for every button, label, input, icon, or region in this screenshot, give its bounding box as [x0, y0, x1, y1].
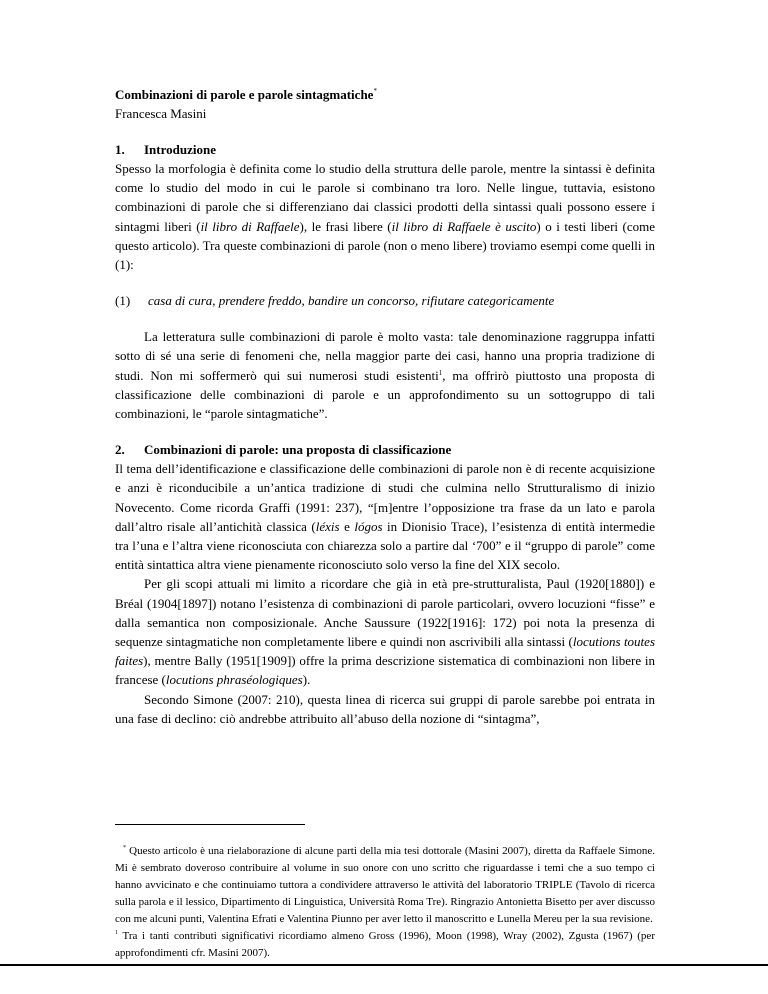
section-1-title: Introduzione	[144, 142, 216, 157]
italic-term: léxis	[315, 518, 340, 534]
footnote-1-marker: 1	[115, 930, 118, 936]
footnote-star-marker: *	[123, 845, 126, 851]
footnote-star	[115, 843, 655, 928]
text-run: Per gli scopi attuali mi limito a ricordare che già in età pre-strutturalista, Paul (1920[1880]) e Bréal (1904[1897]) notano l’esistenza di combinazioni di parole particolari, ovvero locuzioni “fisse” e dalla semantica non composizionale. Anche Saussure (1922[1916]: 172) poi nota la presenza di sequenze sintagmatiche non completamente libere e quindi non ascrivibili alla sintassi (	[115, 576, 655, 650]
text-run: ) o i testi liberi (come questo articolo). Tra queste combinazioni di parole (non o meno libere) troviamo esempi come quelli in (1):	[115, 218, 655, 273]
text-run: ).	[302, 672, 311, 688]
footnotes	[115, 843, 655, 962]
text-run: La letteratura sulle combinazioni di parole è molto vasta: tale denominazione raggruppa infatti sotto di sé una serie di fenomeni che, nella maggior parte dei casi, hanno una propria tradizione di studi. Non mi soffermerò qui sui numerosi studi esistenti	[115, 329, 655, 383]
text-run: ), le frasi libere (	[299, 218, 392, 234]
text-run: ), mentre Bally (1951[1909]) offre la prima descrizione sistematica di combinazioni non libere in francese (	[115, 653, 655, 688]
page-bottom-rule	[0, 964, 768, 966]
italic-term: lógos	[354, 518, 383, 534]
section-2-paragraph-3: Secondo Simone (2007: 210), questa linea di ricerca sui gruppi di parole sarebbe poi entrata in una fase di declino: ciò andrebbe attribuito all’abuso della nozione di “sintagma”,	[115, 691, 655, 726]
section-2-paragraph-1	[115, 459, 655, 574]
italic-example: il libro di Raffaele	[200, 218, 300, 234]
section-1-paragraph-2	[115, 327, 655, 423]
section-2-paragraph-2	[115, 574, 655, 689]
footnote-1	[115, 928, 655, 962]
italic-term: locutions toutes faites	[115, 634, 655, 669]
title-block	[115, 82, 655, 123]
text-run: in Dionisio Trace), l’esistenza di entità intermedie tra l’una e l’altra viene riconosciuta con chiarezza solo a partire dal ‘700” e il “gruppo di parole” come entità sintattica altra viene pienamente riconosciuto solo verso la fine del XIX secolo.	[115, 518, 655, 573]
section-2-heading	[115, 440, 655, 459]
example-1	[115, 291, 655, 310]
article-author: Francesca Masini	[115, 106, 207, 121]
page-body	[115, 82, 655, 728]
section-1-heading	[115, 140, 655, 159]
article-title	[115, 82, 655, 104]
text-run: e	[339, 518, 355, 534]
text-run: Il tema dell’identificazione e classificazione delle combinazioni di parole non è di recente acquisizione e anzi è riconducibile a un’antica tradizione di studi che culmina nello Strutturalismo di inizio Novecento. Come ricorda Graffi (1991: 237), “[m]entre l’opposizione tra frase da un lato e parola dall’altro risale all’antichità classica (	[115, 461, 655, 534]
footnote-star-text: Questo articolo è una rielaborazione di alcune parti della mia tesi dottorale (Masini 2007), diretta da Raffaele Simone. Mi è sembrato doveroso contribuire al volume in suo onore con uno scritto che riguardasse i temi che a suo tempo ci hanno avvicinato e che continuiamo tuttora a condividere attraverso le attività del laboratorio TRIPLE (Tavolo di ricerca sulla parola e il lessico, Dipartimento di Linguistica, Università Roma Tre). Ringrazio Antonietta Bisetto per aver discusso con me alcuni punti, Valentina Efrati e Valentina Piunno per aver letto il manoscritto e Lunella Mereu per la sua revisione.	[115, 845, 655, 925]
section-2-number: 2.	[115, 442, 125, 458]
example-text: casa di cura, prendere freddo, bandire un concorso, rifiutare categoricamente	[148, 293, 555, 309]
footnote-separator	[115, 824, 305, 825]
italic-example: il libro di Raffaele è uscito	[391, 218, 537, 234]
section-1-number: 1.	[115, 142, 125, 157]
article-title-text: Combinazioni di parole e parole sintagmatiche	[115, 87, 374, 102]
example-number: (1)	[115, 293, 131, 309]
italic-term: locutions phraséologiques	[165, 672, 303, 688]
footnote-1-ref: 1	[438, 368, 443, 377]
section-1-paragraph-1	[115, 159, 655, 274]
section-2-title: Combinazioni di parole: una proposta di classificazione	[144, 442, 452, 458]
title-footnote-marker: *	[373, 87, 377, 95]
text-run: , ma offrirò piuttosto una proposta di classificazione delle combinazioni di parole e un approfondimento su un sottogruppo di tali combinazioni, le “parole sintagmatiche”.	[115, 367, 656, 422]
text-run: Spesso la morfologia è definita come lo studio della struttura delle parole, mentre la sintassi è definita come lo studio del modo in cui le parole si combinano tra loro. Nelle lingue, tuttavia, esistono combinazioni di parole che si differenziano dai classici prodotti della sintassi quali possono essere i sintagmi liberi (	[115, 161, 655, 234]
footnote-1-text: Tra i tanti contributi significativi ricordiamo almeno Gross (1996), Moon (1998), Wray (2002), Zgusta (1967) (per approfondimenti cfr. Masini 2007).	[115, 930, 655, 959]
